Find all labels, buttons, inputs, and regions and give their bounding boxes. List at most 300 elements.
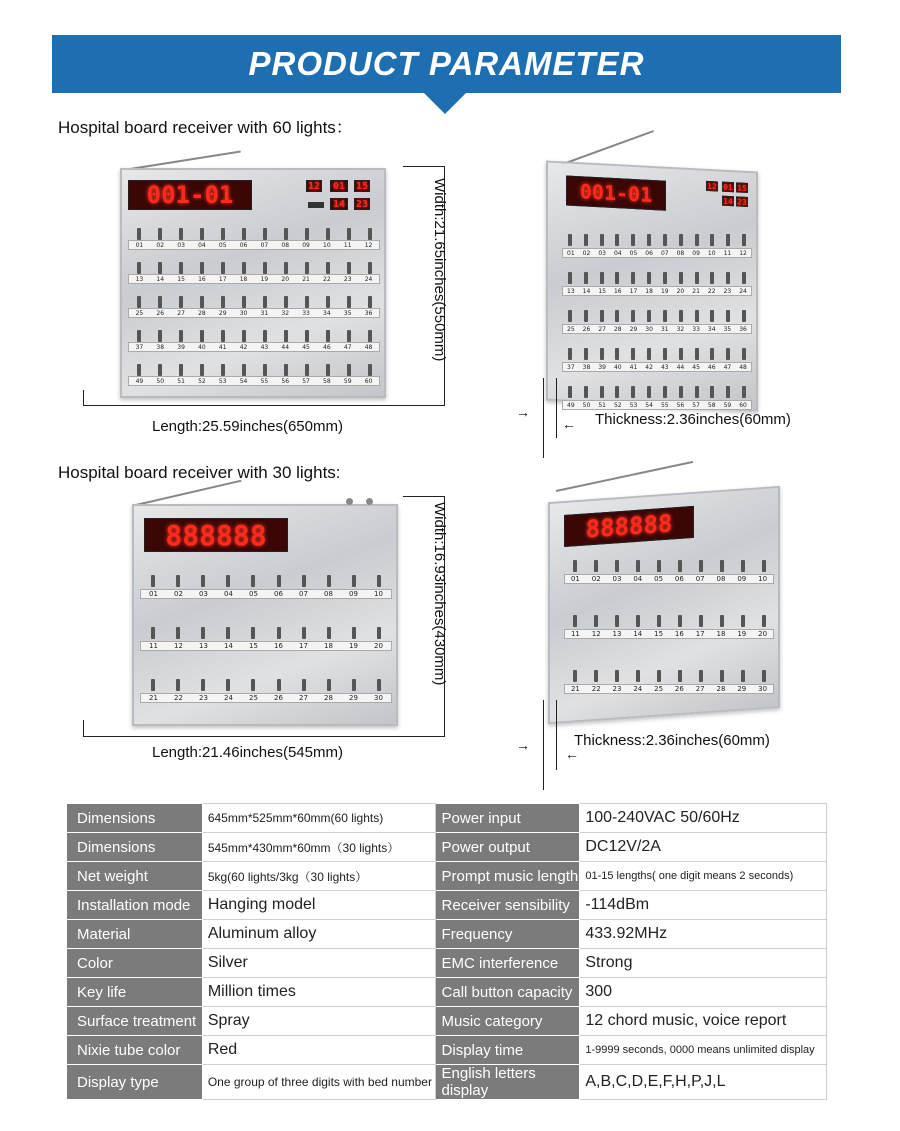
- bed-number: 43: [660, 363, 669, 371]
- light-slot: [720, 670, 724, 682]
- light-slot: [302, 575, 306, 587]
- light-slot: [284, 262, 288, 274]
- spec-value: 5kg(60 lights/3kg（30 lights）: [202, 862, 435, 891]
- light-slot: [742, 310, 746, 322]
- light-slot: [710, 234, 714, 246]
- light-slot: [221, 364, 225, 376]
- bed-number: 22: [174, 694, 183, 702]
- bed-number: 37: [135, 343, 144, 351]
- light-slot: [305, 228, 309, 240]
- bed-number: 05: [218, 241, 227, 249]
- spec-value: Strong: [580, 949, 827, 978]
- light-slot: [326, 228, 330, 240]
- length-line-30: [83, 736, 444, 737]
- light-slot: [158, 364, 162, 376]
- light-slot: [263, 228, 267, 240]
- bed-number: 08: [324, 590, 333, 598]
- bed-number: 03: [612, 575, 622, 583]
- bed-number: 20: [676, 287, 685, 295]
- light-slot: [347, 262, 351, 274]
- light-slot: [305, 296, 309, 308]
- bed-number: 23: [343, 275, 352, 283]
- bed-number: 05: [249, 590, 258, 598]
- light-slot: [327, 627, 331, 639]
- bed-number: 19: [660, 287, 669, 295]
- bed-number: 11: [343, 241, 352, 249]
- light-slot: [277, 679, 281, 691]
- light-slot: [200, 296, 204, 308]
- bed-number: 41: [629, 363, 638, 371]
- bed-number: 43: [260, 343, 269, 351]
- spec-value: Spray: [202, 1007, 435, 1036]
- bed-number: 45: [692, 363, 700, 371]
- bed-number: 58: [707, 401, 716, 409]
- bed-number: 54: [645, 401, 653, 409]
- light-slot: [695, 272, 699, 284]
- light-slot: [679, 272, 683, 284]
- bed-number: 29: [629, 325, 638, 333]
- light-slot: [647, 234, 651, 246]
- light-slot: [726, 234, 730, 246]
- bed-number: 42: [645, 363, 653, 371]
- thickness-label-60: Thickness:2.36inches(60mm): [595, 411, 791, 428]
- spec-label: English letters display: [435, 1065, 580, 1100]
- bed-number: 27: [177, 309, 185, 317]
- bed-number: 30: [758, 685, 768, 693]
- bed-number: 03: [199, 590, 208, 598]
- light-slot: [347, 228, 351, 240]
- bed-number: 35: [723, 325, 732, 333]
- bed-number: 20: [758, 630, 768, 638]
- thickness-line2-60: [556, 378, 557, 438]
- bed-number: 21: [302, 275, 310, 283]
- light-slot: [201, 627, 205, 639]
- bed-number: 34: [323, 309, 331, 317]
- bed-number: 16: [674, 630, 684, 638]
- number-strip: [564, 574, 774, 584]
- bed-number: 25: [654, 685, 664, 693]
- width-label-60: Width:21.65inches(550mm): [431, 178, 448, 362]
- light-slot: [615, 670, 619, 682]
- slot-row: [140, 627, 392, 641]
- led-date-a-side: 12: [707, 181, 717, 191]
- bed-number: 07: [695, 575, 705, 583]
- bed-number: 27: [598, 325, 606, 333]
- light-slot: [221, 262, 225, 274]
- bed-number: 02: [582, 249, 591, 257]
- light-slot: [573, 560, 577, 572]
- spec-label: Receiver sensibility: [435, 891, 580, 920]
- light-slot: [568, 310, 572, 322]
- light-slot: [741, 670, 745, 682]
- bed-number: 39: [177, 343, 185, 351]
- spec-label: Power input: [435, 804, 580, 833]
- bed-number: 50: [156, 377, 165, 385]
- light-slot: [368, 296, 372, 308]
- light-slot: [695, 234, 699, 246]
- number-strip: [562, 362, 752, 372]
- bed-number: 32: [676, 325, 685, 333]
- light-slot: [636, 615, 640, 627]
- bed-number: 31: [660, 325, 669, 333]
- bed-number: 02: [174, 590, 183, 598]
- light-slot: [679, 310, 683, 322]
- led-date-b-side: 01: [723, 182, 733, 192]
- light-slot: [647, 272, 651, 284]
- bed-number: 01: [149, 590, 158, 598]
- bed-number: 38: [582, 363, 591, 371]
- bed-number: 51: [598, 401, 606, 409]
- light-slot: [726, 310, 730, 322]
- light-slot: [636, 560, 640, 572]
- bed-number: 17: [218, 275, 227, 283]
- bed-number: 21: [570, 685, 580, 693]
- bed-number: 36: [364, 309, 373, 317]
- bed-number: 17: [629, 287, 638, 295]
- bed-number: 32: [281, 309, 290, 317]
- number-strip: [128, 308, 380, 318]
- slot-row: [562, 386, 752, 400]
- light-slot: [352, 627, 356, 639]
- light-slot: [284, 364, 288, 376]
- bed-number: 16: [274, 642, 283, 650]
- thickness-line-30: [543, 700, 544, 790]
- light-slot: [720, 615, 724, 627]
- light-slot: [284, 330, 288, 342]
- bed-number: 30: [374, 694, 383, 702]
- light-slot: [137, 364, 141, 376]
- bed-number: 37: [567, 363, 575, 371]
- light-slot: [663, 386, 667, 398]
- arrow-left-icon: ←: [562, 416, 576, 432]
- bed-number: 18: [324, 642, 333, 650]
- light-slot: [678, 670, 682, 682]
- bed-number: 60: [364, 377, 373, 385]
- length-line-60: [83, 405, 444, 406]
- led-date-a: 12: [307, 180, 321, 192]
- bed-number: 03: [177, 241, 185, 249]
- bed-number: 24: [633, 685, 643, 693]
- light-slot: [137, 296, 141, 308]
- antenna-30-side: [556, 461, 693, 492]
- width-line-top-60: [403, 166, 445, 167]
- bed-number: 04: [224, 590, 233, 598]
- slot-row: [562, 310, 752, 324]
- bed-number: 57: [302, 377, 310, 385]
- light-slot: [226, 627, 230, 639]
- arrow-right-icon: →: [516, 404, 530, 420]
- light-slot: [368, 262, 372, 274]
- light-slot: [251, 679, 255, 691]
- light-slot: [631, 234, 635, 246]
- light-slot: [221, 228, 225, 240]
- light-slot: [647, 386, 651, 398]
- bed-number: 10: [707, 249, 716, 257]
- light-slot: [327, 679, 331, 691]
- bed-number: 19: [260, 275, 269, 283]
- bed-number: 24: [739, 287, 747, 295]
- bed-number: 17: [299, 642, 308, 650]
- bed-number: 26: [582, 325, 591, 333]
- bed-number: 09: [349, 590, 358, 598]
- spec-value: 1-9999 seconds, 0000 means unlimited display: [580, 1036, 827, 1065]
- led-date-c: 15: [355, 180, 369, 192]
- light-slot: [568, 272, 572, 284]
- light-slot: [584, 386, 588, 398]
- spec-value: Silver: [202, 949, 435, 978]
- light-slot: [200, 330, 204, 342]
- bed-number: 11: [723, 249, 732, 257]
- light-slot: [179, 330, 183, 342]
- spec-row: [67, 1007, 827, 1036]
- screw-right: [366, 498, 373, 505]
- number-strip: [562, 286, 752, 296]
- bed-number: 29: [218, 309, 227, 317]
- bed-number: 16: [198, 275, 206, 283]
- bed-number: 24: [364, 275, 373, 283]
- bed-number: 07: [660, 249, 669, 257]
- arrow-right-icon: →: [516, 737, 530, 753]
- light-slot: [695, 348, 699, 360]
- light-slot: [179, 364, 183, 376]
- light-slot: [741, 560, 745, 572]
- light-slot: [242, 364, 246, 376]
- light-slot: [573, 670, 577, 682]
- slot-row: [562, 348, 752, 362]
- bed-number: 53: [218, 377, 227, 385]
- light-slot: [584, 234, 588, 246]
- light-slot: [647, 310, 651, 322]
- bed-number: 52: [613, 401, 622, 409]
- light-slot: [226, 679, 230, 691]
- number-strip: [562, 324, 752, 334]
- spec-value: 100-240VAC 50/60Hz: [580, 804, 827, 833]
- led-time-a-side: 14: [723, 196, 733, 206]
- light-slot: [176, 575, 180, 587]
- light-slot: [284, 296, 288, 308]
- bed-number: 06: [239, 241, 248, 249]
- bed-number: 30: [239, 309, 248, 317]
- light-slot: [158, 330, 162, 342]
- led-display-main-30-side: 888888: [564, 506, 694, 547]
- led-time-b-side: 23: [737, 196, 747, 207]
- bed-number: 15: [598, 287, 606, 295]
- bed-number: 17: [695, 630, 705, 638]
- bed-number: 09: [737, 575, 747, 583]
- light-slot: [176, 627, 180, 639]
- led-display-main-30: 888888: [144, 518, 288, 552]
- number-strip: [140, 693, 392, 703]
- bed-number: 40: [198, 343, 206, 351]
- light-slot: [699, 670, 703, 682]
- bed-number: 45: [302, 343, 310, 351]
- number-strip: [564, 684, 774, 694]
- bed-number: 18: [239, 275, 248, 283]
- bed-number: 10: [323, 241, 331, 249]
- number-strip: [562, 248, 752, 258]
- light-slot: [679, 234, 683, 246]
- bed-number: 48: [364, 343, 373, 351]
- light-slot: [657, 615, 661, 627]
- thickness-line-60: [543, 378, 544, 458]
- bed-number: 12: [739, 249, 747, 257]
- bed-number: 12: [364, 241, 373, 249]
- bed-number: 22: [323, 275, 331, 283]
- bed-number: 22: [707, 287, 716, 295]
- bed-number: 59: [343, 377, 352, 385]
- light-slot: [631, 272, 635, 284]
- light-slot: [352, 679, 356, 691]
- bed-number: 55: [660, 401, 669, 409]
- light-slot: [277, 627, 281, 639]
- spec-row: [67, 804, 827, 833]
- light-slot: [615, 386, 619, 398]
- slot-row: [564, 670, 774, 684]
- number-strip: [140, 589, 392, 599]
- spec-label: Dimensions: [67, 804, 203, 833]
- bed-number: 08: [676, 249, 685, 257]
- bed-number: 51: [177, 377, 185, 385]
- spec-value: DC12V/2A: [580, 833, 827, 862]
- bed-number: 54: [239, 377, 248, 385]
- bed-number: 13: [199, 642, 208, 650]
- light-slot: [726, 386, 730, 398]
- caption-30-lights: Hospital board receiver with 30 lights:: [58, 463, 341, 482]
- spec-label: Prompt music length: [435, 862, 580, 891]
- light-slot: [137, 330, 141, 342]
- light-slot: [200, 364, 204, 376]
- spec-value: Hanging model: [202, 891, 435, 920]
- bed-number: 25: [249, 694, 258, 702]
- bed-number: 27: [695, 685, 705, 693]
- bed-number: 29: [737, 685, 747, 693]
- bed-number: 13: [135, 275, 144, 283]
- light-slot: [615, 234, 619, 246]
- bed-number: 06: [274, 590, 283, 598]
- light-slot: [678, 615, 682, 627]
- bed-number: 30: [645, 325, 653, 333]
- bed-number: 44: [676, 363, 685, 371]
- light-slot: [200, 262, 204, 274]
- bed-number: 50: [582, 401, 591, 409]
- led-time-b: 23: [355, 198, 369, 210]
- bed-number: 05: [629, 249, 638, 257]
- light-slot: [600, 272, 604, 284]
- light-slot: [742, 234, 746, 246]
- bed-number: 13: [612, 630, 622, 638]
- light-slot: [368, 228, 372, 240]
- spec-label: Key life: [67, 978, 203, 1007]
- light-slot: [179, 296, 183, 308]
- spec-label: Net weight: [67, 862, 203, 891]
- light-slot: [699, 560, 703, 572]
- slot-row: [564, 560, 774, 574]
- light-slot: [631, 310, 635, 322]
- light-slot: [742, 348, 746, 360]
- light-slot: [242, 228, 246, 240]
- screw-left: [346, 498, 353, 505]
- number-strip: [564, 629, 774, 639]
- light-slot: [277, 575, 281, 587]
- light-slot: [663, 310, 667, 322]
- light-slot: [615, 310, 619, 322]
- light-slot: [594, 560, 598, 572]
- spec-label: Frequency: [435, 920, 580, 949]
- light-slot: [742, 386, 746, 398]
- light-slot: [568, 386, 572, 398]
- bed-number: 11: [570, 630, 580, 638]
- banner-notch: [423, 92, 467, 114]
- light-slot: [615, 272, 619, 284]
- bed-number: 21: [692, 287, 700, 295]
- bed-number: 41: [218, 343, 227, 351]
- bed-number: 38: [156, 343, 165, 351]
- light-slot: [251, 575, 255, 587]
- light-slot: [221, 296, 225, 308]
- bed-number: 04: [198, 241, 206, 249]
- light-slot: [573, 615, 577, 627]
- light-slot: [326, 296, 330, 308]
- bed-number: 03: [598, 249, 606, 257]
- bed-number: 29: [349, 694, 358, 702]
- spec-label: Display type: [67, 1065, 203, 1100]
- light-slot: [347, 330, 351, 342]
- light-slot: [741, 615, 745, 627]
- light-slot: [179, 228, 183, 240]
- spec-label: Nixie tube color: [67, 1036, 203, 1065]
- light-slot: [302, 627, 306, 639]
- bed-number: 09: [302, 241, 310, 249]
- light-slot: [678, 560, 682, 572]
- bed-number: 14: [582, 287, 591, 295]
- bed-number: 58: [323, 377, 331, 385]
- bed-number: 18: [645, 287, 653, 295]
- bed-number: 33: [692, 325, 700, 333]
- light-slot: [158, 296, 162, 308]
- light-slot: [305, 330, 309, 342]
- bed-number: 04: [613, 249, 622, 257]
- light-slot: [726, 348, 730, 360]
- bed-number: 59: [723, 401, 732, 409]
- light-slot: [762, 670, 766, 682]
- spec-row: [67, 891, 827, 920]
- light-slot: [302, 679, 306, 691]
- light-slot: [263, 330, 267, 342]
- light-slot: [251, 627, 255, 639]
- light-slot: [695, 386, 699, 398]
- light-slot: [600, 234, 604, 246]
- light-slot: [584, 272, 588, 284]
- length-label-60: Length:25.59inches(650mm): [152, 418, 343, 435]
- bed-number: 57: [692, 401, 700, 409]
- banner-title: PRODUCT PARAMETER: [248, 45, 645, 82]
- slot-row: [140, 575, 392, 589]
- bed-number: 09: [692, 249, 700, 257]
- light-slot: [710, 310, 714, 322]
- light-slot: [762, 615, 766, 627]
- spec-row: [67, 862, 827, 891]
- bed-number: 04: [633, 575, 643, 583]
- spec-value: 01-15 lengths( one digit means 2 seconds): [580, 862, 827, 891]
- light-slot: [284, 228, 288, 240]
- light-slot: [326, 330, 330, 342]
- bed-number: 56: [676, 401, 685, 409]
- bed-number: 08: [281, 241, 290, 249]
- light-slot: [568, 348, 572, 360]
- bed-number: 15: [654, 630, 664, 638]
- bed-number: 40: [613, 363, 622, 371]
- bed-number: 26: [274, 694, 283, 702]
